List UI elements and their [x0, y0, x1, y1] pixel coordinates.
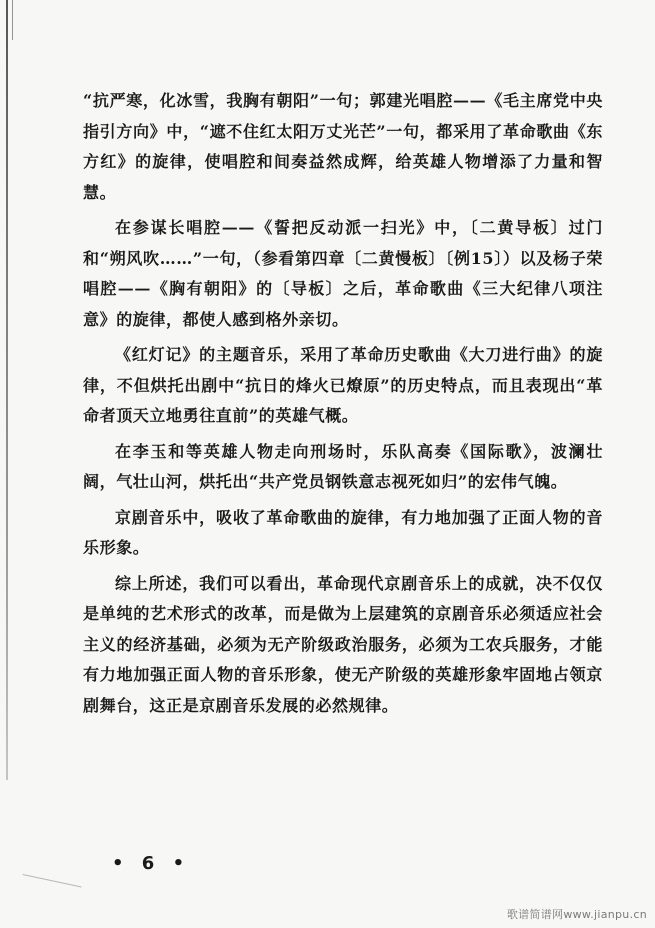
scan-corner-mark — [18, 874, 81, 907]
paragraph-2: 在参谋长唱腔——《誓把反动派一扫光》中，〔二黄导板〕过门和“朔风吹……”一句，（参看第四章〔二黄慢板〕〔例15〕）以及杨子荣唱腔——《胸有朝阳》的〔导板〕之后，革命歌曲《三大纪律八项注意》的旋律，都使人感到格外亲切。 — [83, 218, 603, 329]
paragraph-4: 在李玉和等英雄人物走向刑场时，乐队高奏《国际歌》，波澜壮阔，气壮山河，烘托出“共产党员钢铁意志视死如归”的宏伟气魄。 — [83, 441, 603, 491]
paragraph-3: 《红灯记》的主题音乐，采用了革命历史歌曲《大刀进行曲》的旋律，不但烘托出剧中“抗日的烽火已燎原”的历史特点，而且表现出“革命者顶天立地勇往直前”的英雄气概。 — [83, 345, 603, 425]
scan-edge-line — [6, 0, 8, 780]
site-watermark: 歌谱简谱网www.jianpu.cn — [506, 908, 647, 921]
paragraph-5: 京剧音乐中，吸收了革命歌曲的旋律，有力地加强了正面人物的音乐形象。 — [83, 507, 603, 557]
paragraph-6: 综上所述，我们可以看出，革命现代京剧音乐上的成就，决不仅仅是单纯的艺术形式的改革，而是做为上层建筑的京剧音乐必须适应社会主义的经济基础，必须为无产阶级政治服务，必须为工农兵服务，才能有力地加强正面人物的音乐形象，使无产阶级的英雄形象牢固地占领京剧舞台，这正是京剧音乐发展的必然规律。 — [83, 573, 603, 715]
page-number: • 6 • — [112, 853, 191, 874]
scan-edge-line-secondary — [12, 0, 13, 40]
paragraph-1: “抗严寒，化冰雪，我胸有朝阳”一句；郭建光唱腔——《毛主席党中央指引方向》中，“遮不住红太阳万丈光芒”一句，都采用了革命歌曲《东方红》的旋律，使唱腔和间奏益然成辉，给英雄人物增添了力量和智慧。 — [83, 91, 603, 202]
page-body-text — [83, 86, 603, 726]
